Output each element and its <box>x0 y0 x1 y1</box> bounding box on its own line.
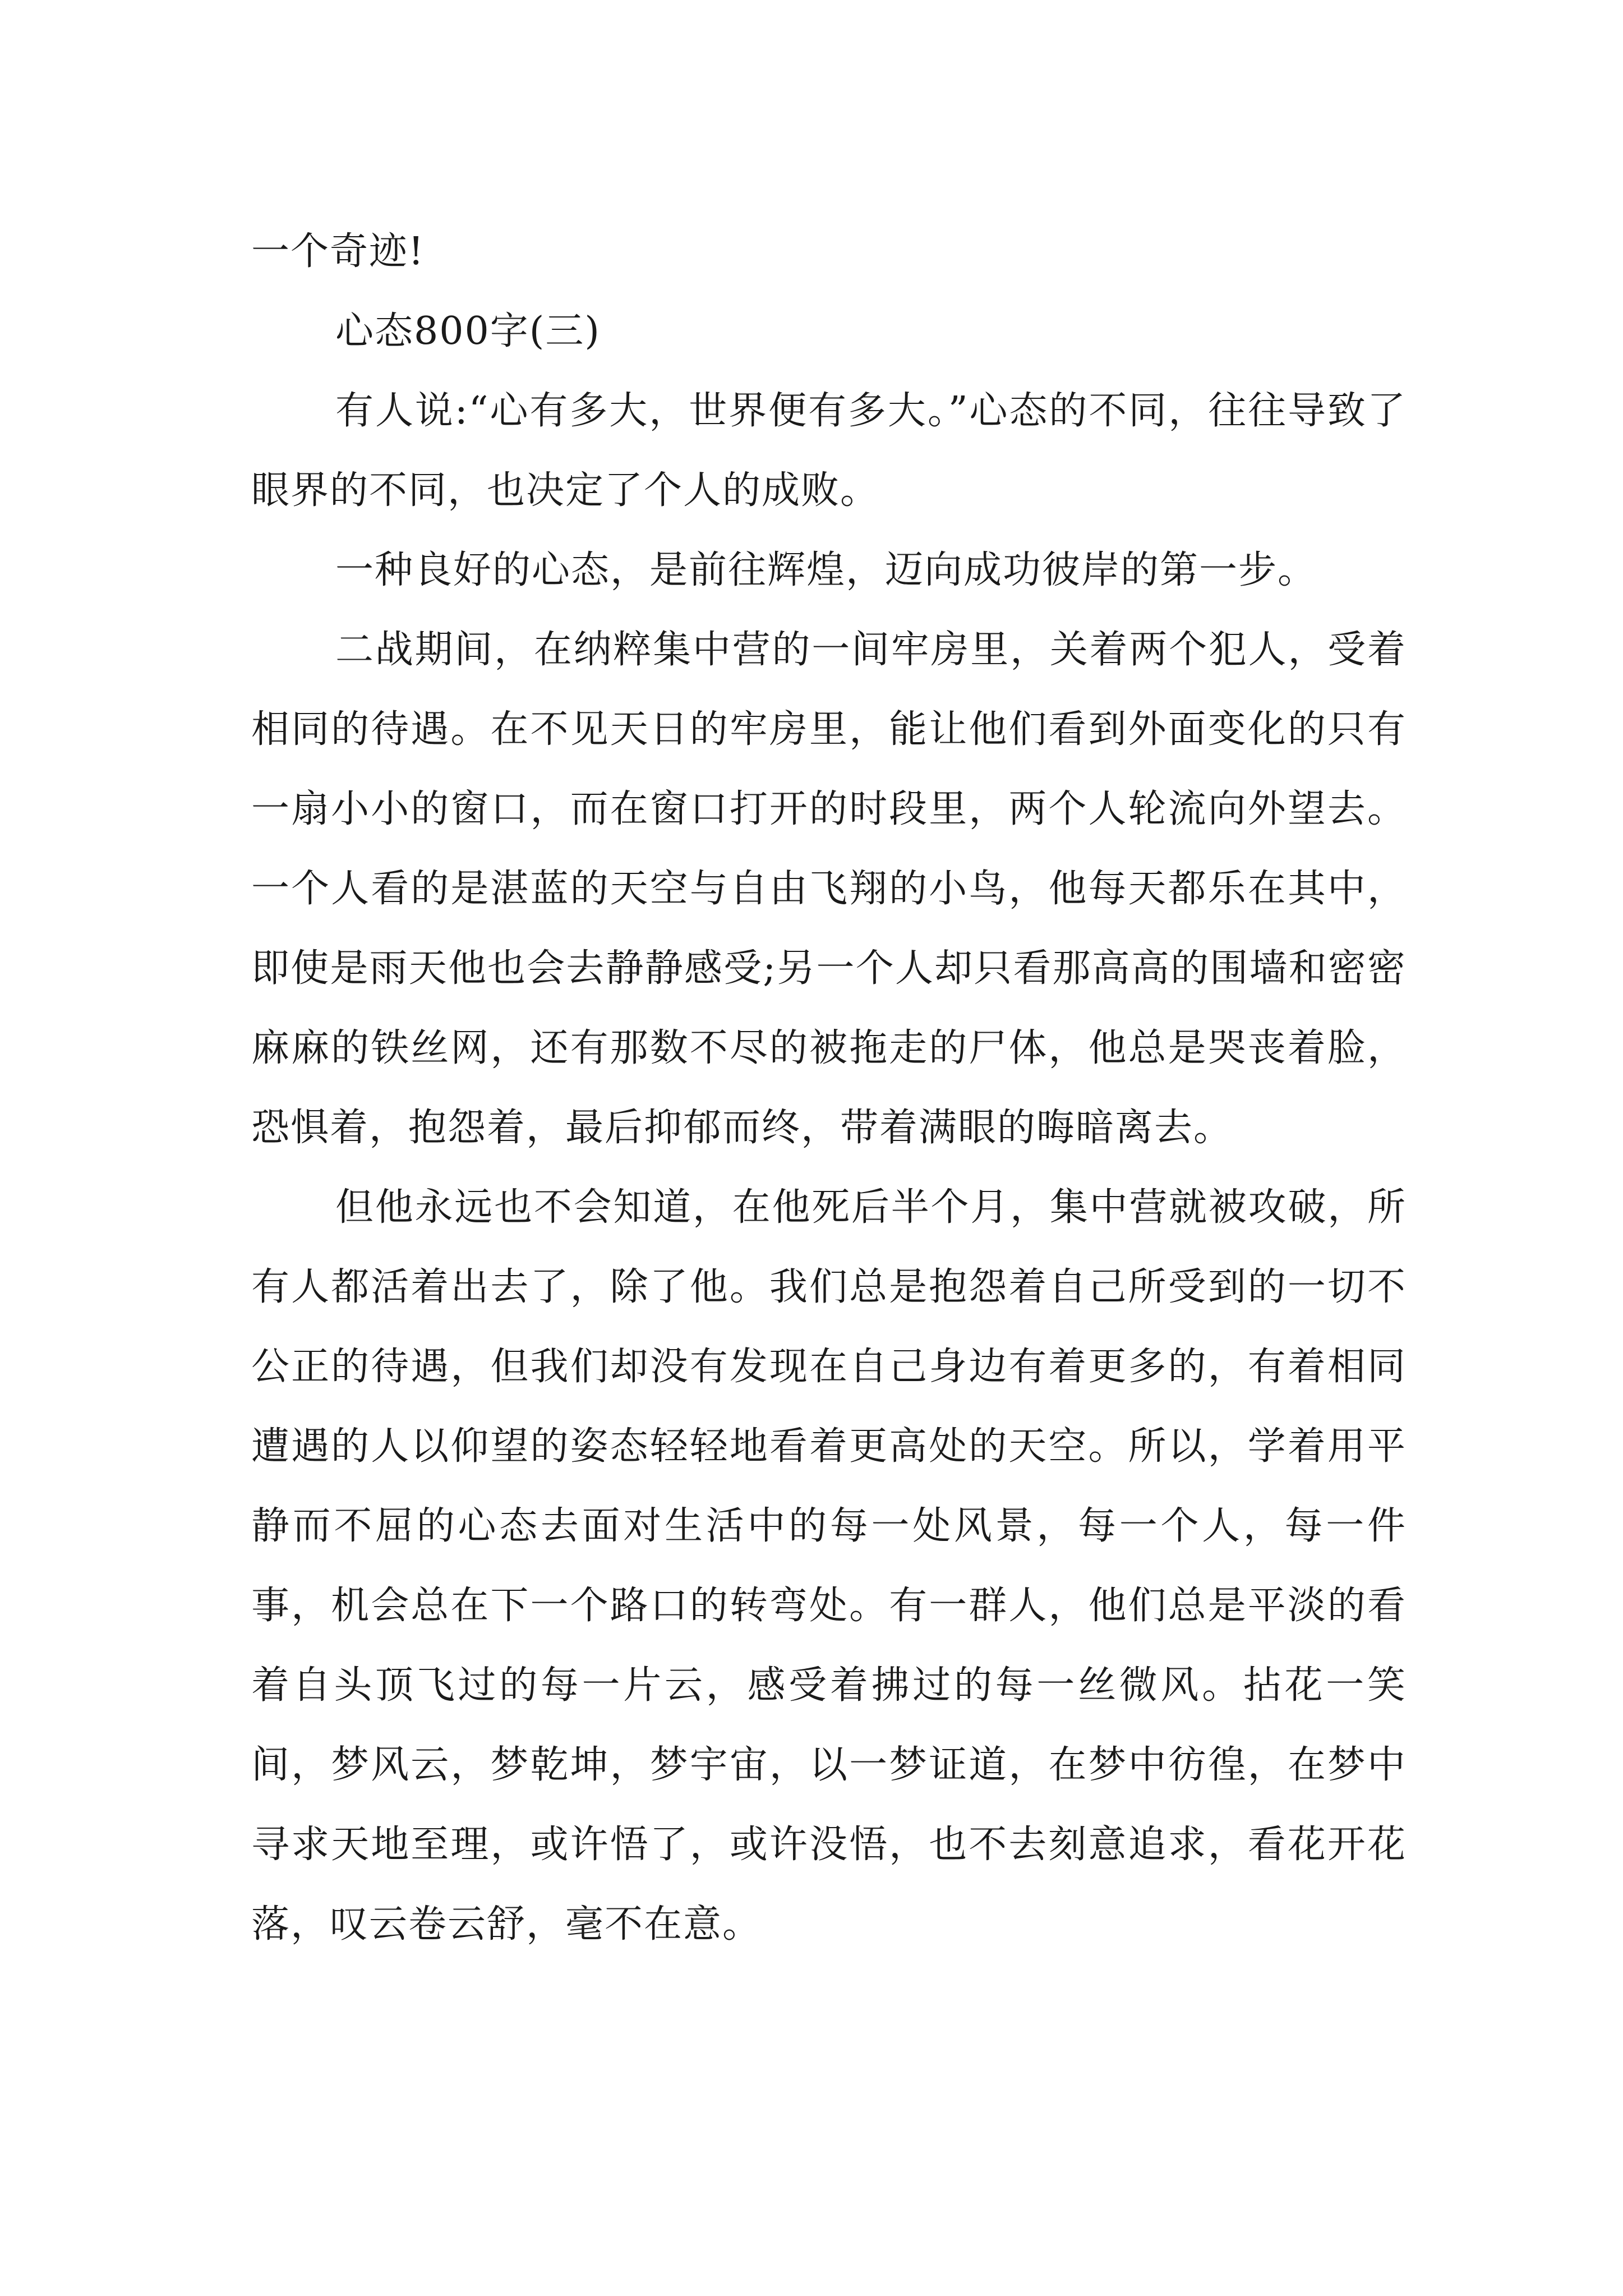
paragraph: 一种良好的心态，是前往辉煌，迈向成功彼岸的第一步。 <box>335 548 1317 592</box>
paragraph: 二战期间，在纳粹集中营的一间牢房里，关着两个犯人，受着相同的待遇。在不见天日的牢房里，能让他们看到外面变化的只有一扇小小的窗口，而在窗口打开的时段里，两个人轮流向外望去。一个人看的是湛蓝的天空与自由飞翔的小鸟，他每天都乐在其中，即使是雨天他也会去静静感受;另一个人却只看那高高的围墙和密密麻麻的铁丝网，还有那数不尽的被拖走的尸体，他总是哭丧着脸，恐惧着，抱怨着，最后抑郁而终，带着满眼的晦暗离去。 <box>251 628 1407 1150</box>
paragraph: 有人说:“心有多大，世界便有多大。”心态的不同，往往导致了眼界的不同，也决定了个人的成败。 <box>251 389 1407 513</box>
section-heading: 心态800字(三) <box>335 309 601 353</box>
document-body <box>251 212 1407 1964</box>
paragraph-continuation: 一个奇迹! <box>251 229 425 274</box>
paragraph: 但他永远也不会知道，在他死后半个月，集中营就被攻破，所有人都活着出去了，除了他。我们总是抱怨着自己所受到的一切不公正的待遇，但我们却没有发现在自己身边有着更多的，有着相同遭遇的人以仰望的姿态轻轻地看着更高处的天空。所以，学着用平静而不屈的心态去面对生活中的每一处风景，每一个人，每一件事，机会总在下一个路口的转弯处。有一群人，他们总是平淡的看着自头顶飞过的每一片云，感受着拂过的每一丝微风。拈花一笑间，梦风云，梦乾坤，梦宇宙，以一梦证道，在梦中彷徨，在梦中寻求天地至理，或许悟了，或许没悟，也不去刻意追求，看花开花落，叹云卷云舒，毫不在意。 <box>251 1185 1407 1947</box>
